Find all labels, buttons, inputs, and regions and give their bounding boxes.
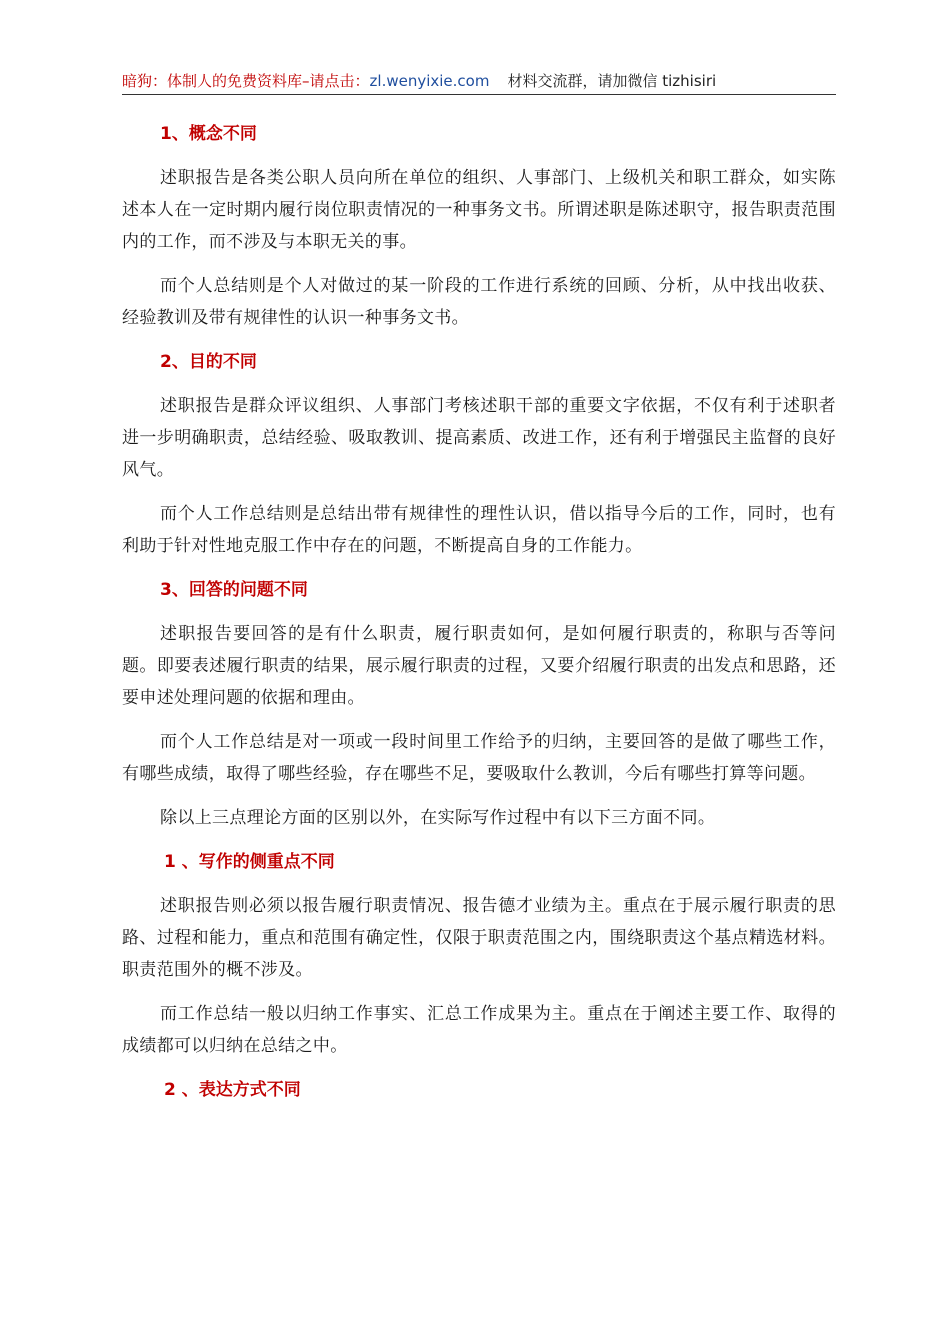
header-link-prompt: –请点击： [302,72,370,90]
paragraph: 除以上三点理论方面的区别以外，在实际写作过程中有以下三方面不同。 [160,808,716,828]
section-heading-focus: 1 、写作的侧重点不同 [164,852,335,872]
paragraph: 述职报告则必须以报告履行职责情况、报告德才业绩为主。重点在于展示履行职责的思路、过程和能力，重点和范围有确定性，仅限于职责范围之内，围绕职责这个基点精选材料。职责范围外的概不涉及。 [122,896,836,980]
paragraph: 而个人工作总结是对一项或一段时间里工作给予的归纳，主要回答的是做了哪些工作，有哪些成绩，取得了哪些经验，存在哪些不足，要吸取什么教训，今后有哪些打算等问题。 [122,732,836,784]
paragraph: 而工作总结一般以归纳工作事实、汇总工作成果为主。重点在于阐述主要工作、取得的成绩都可以归纳在总结之中。 [122,1004,836,1056]
section-heading-expression: 2 、表达方式不同 [164,1080,301,1100]
paragraph: 述职报告是群众评议组织、人事部门考核述职干部的重要文字依据，不仅有利于述职者进一步明确职责，总结经验、吸取教训、提高素质、改进工作，还有利于增强民主监督的良好风气。 [122,396,836,480]
section-heading-concept: 1、概念不同 [160,124,257,144]
paragraph: 而个人总结则是个人对做过的某一阶段的工作进行系统的回顾、分析，从中找出收获、经验教训及带有规律性的认识一种事务文书。 [122,276,836,328]
header-brand: 暗狗：体制人的免费资料库 [122,72,303,90]
section-heading-questions: 3、回答的问题不同 [160,580,308,600]
paragraph: 而个人工作总结则是总结出带有规律性的理性认识，借以指导今后的工作，同时，也有利助于针对性地克服工作中存在的问题，不断提高自身的工作能力。 [122,504,836,556]
header-wechat-note: 材料交流群，请加微信 tizhisiri [507,72,717,90]
section-heading-purpose: 2、目的不同 [160,352,257,372]
header-url-link[interactable]: zl.wenyixie.com [369,72,490,90]
document-body [122,118,836,1118]
page-header [122,70,836,95]
paragraph: 述职报告要回答的是有什么职责，履行职责如何，是如何履行职责的，称职与否等问题。即要表述履行职责的结果，展示履行职责的过程，又要介绍履行职责的出发点和思路，还要申述处理问题的依据和理由。 [122,624,836,708]
paragraph: 述职报告是各类公职人员向所在单位的组织、人事部门、上级机关和职工群众，如实陈述本人在一定时期内履行岗位职责情况的一种事务文书。所谓述职是陈述职守，报告职责范围内的工作，而不涉及与本职无关的事。 [122,168,836,252]
